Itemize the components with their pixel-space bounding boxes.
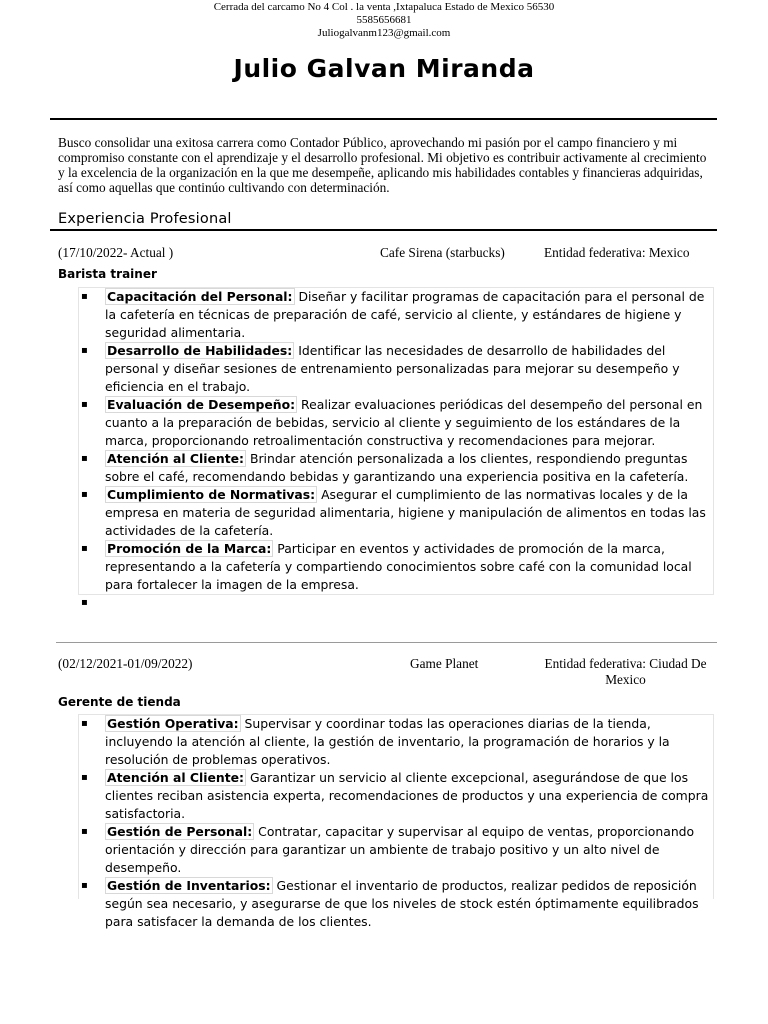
bullet-term: Desarrollo de Habilidades: [107, 343, 293, 358]
job-responsibilities [78, 287, 714, 608]
bullet-term: Promoción de la Marca: [107, 541, 272, 556]
bullet-icon: ▪ [81, 718, 88, 729]
bullet-icon: ▪ [81, 597, 88, 608]
list-item [79, 769, 713, 823]
bullet-icon: ▪ [81, 880, 88, 891]
bullet-icon: ▪ [81, 826, 88, 837]
bullet-icon: ▪ [81, 453, 88, 464]
list-item [79, 486, 713, 540]
job-dates: (02/12/2021-01/09/2022) [58, 656, 193, 671]
bullet-term: Gestión de Inventarios: [107, 878, 271, 893]
job-role: Gerente de tienda [58, 695, 181, 709]
job-company: Game Planet [410, 656, 479, 671]
bullet-icon: ▪ [81, 291, 88, 302]
list-item [79, 396, 713, 450]
bullet-term: Gestión Operativa: [107, 716, 239, 731]
bullet-term: Cumplimiento de Normativas: [107, 487, 316, 502]
bullet-icon: ▪ [81, 543, 88, 554]
bullet-term: Gestión de Personal: [107, 824, 253, 839]
header-divider [50, 118, 717, 120]
job-responsibilities [78, 714, 714, 929]
job-entity: Entidad federativa: Mexico [544, 245, 690, 260]
bullet-term: Capacitación del Personal: [107, 289, 293, 304]
job-entity: Entidad federativa: Ciudad De Mexico [544, 656, 707, 687]
list-item [79, 540, 713, 594]
bullet-term: Evaluación de Desempeño: [107, 397, 296, 412]
bullet-term: Atención al Cliente: [107, 451, 244, 466]
job-dates: (17/10/2022- Actual ) [58, 245, 174, 260]
bullet-icon: ▪ [81, 772, 88, 783]
bullet-icon: ▪ [81, 489, 88, 500]
bullet-list [79, 715, 713, 931]
bullet-text: Participar en eventos y actividades de promoción de la marca, representando a la cafetería y compartiendo conocimientos sobre café con la comunidad local para fortalecer la imagen de la empresa. [105, 541, 692, 592]
email-line: Juliogalvanm123@gmail.com [317, 27, 451, 39]
job-company: Cafe Sirena (starbucks) [380, 245, 505, 260]
phone-line: 5585656681 [356, 14, 412, 26]
address-line: Cerrada del carcamo No 4 Col . la venta ,Ixtapaluca Estado de Mexico 56530 [213, 1, 555, 13]
list-item [79, 823, 713, 877]
bullet-text: Contratar, capacitar y supervisar al equipo de ventas, proporcionando orientación y dirección para garantizar un ambiente de trabajo positivo y un alto nivel de desempeño. [105, 824, 695, 875]
list-item [79, 288, 713, 342]
contact-header [0, 0, 768, 40]
bullet-text: Gestionar el inventario de productos, realizar pedidos de reposición según sea necesario, y asegurarse de que los niveles de stock estén óptimamente equilibrados para satisfacer la demanda de los clientes. [105, 878, 699, 929]
bullet-icon: ▪ [81, 399, 88, 410]
job-role: Barista trainer [58, 267, 157, 281]
bullet-term: Atención al Cliente: [107, 770, 244, 785]
bullet-icon: ▪ [81, 345, 88, 356]
bullet-text: Realizar evaluaciones periódicas del desempeño del personal en cuanto a la preparación de bebidas, servicio al cliente y seguimiento de los estándares de la marca, proporcionando retroalimentación constructiva y recomendaciones para mejorar. [105, 397, 703, 448]
candidate-name: Julio Galvan Miranda [233, 54, 535, 83]
bullet-text: Brindar atención personalizada a los clientes, respondiendo preguntas sobre el café, recomendando bebidas y garantizando una experiencia positiva en la cafetería. [105, 451, 689, 484]
bullet-text: Asegurar el cumplimiento de las normativas locales y de la empresa en materia de seguridad alimentaria, higiene y manipulación de alimentos en todas las actividades de la cafetería. [105, 487, 706, 538]
list-item [79, 715, 713, 769]
list-item [79, 450, 713, 486]
section-title-experience: Experiencia Profesional [58, 211, 232, 227]
bullet-text: Identificar las necesidades de desarrollo de habilidades del personal y diseñar sesiones de entrenamiento personalizadas para mejorar su desempeño y eficiencia en el trabajo. [105, 343, 680, 394]
list-item [79, 342, 713, 396]
bullet-text: Garantizar un servicio al cliente excepcional, asegurándose de que los clientes reciban asistencia experta, recomendaciones de productos y una experiencia de compra satisfactoria. [105, 770, 709, 821]
section-divider [50, 229, 717, 231]
job-divider [56, 642, 717, 643]
bullet-text: Supervisar y coordinar todas las operaciones diarias de la tienda, incluyendo la atención al cliente, la gestión de inventario, la programación de horarios y la resolución de problemas operativos. [105, 716, 670, 767]
bullet-text: Diseñar y facilitar programas de capacitación para el personal de la cafetería en técnicas de preparación de café, servicio al cliente, y estándares de higiene y seguridad alimentaria. [105, 289, 705, 340]
bullet-list [79, 288, 713, 608]
list-item [79, 877, 713, 931]
professional-summary: Busco consolidar una exitosa carrera como Contador Público, aprovechando mi pasión por el campo financiero y mi compromiso constante con el aprendizaje y el desarrollo profesional. Mi objetivo es contribuir activamente al crecimiento y la excelencia de la organización en la que me desempeñe, aplicando mis habilidades contables y financieras adquiridas, así como aquellas que continúo cultivando con determinación. [58, 135, 707, 195]
